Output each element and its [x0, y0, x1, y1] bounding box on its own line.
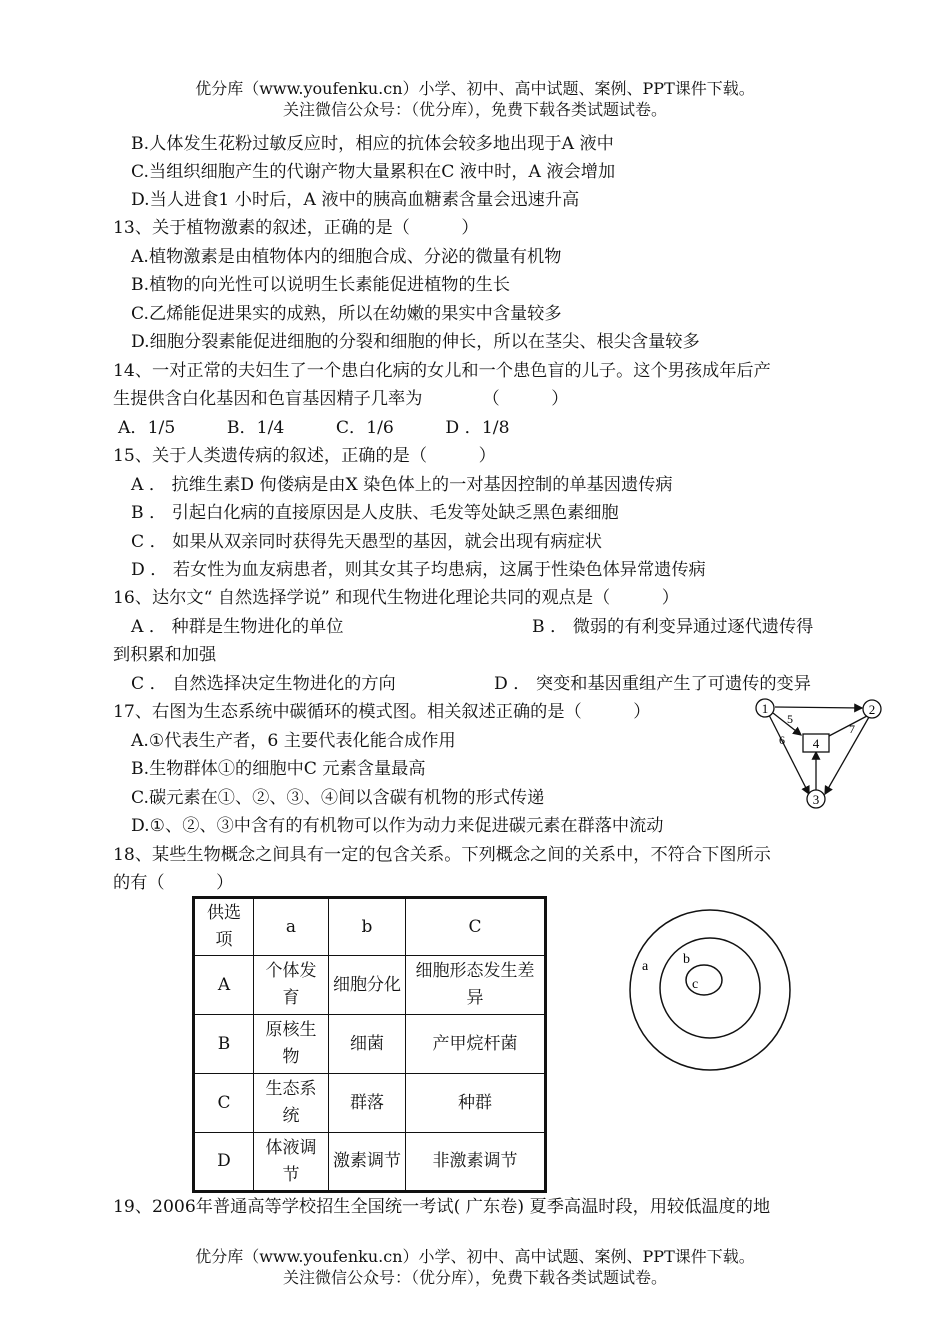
q14-stem-line2: 生提供含白化基因和色盲基因精子几率为 （ ）: [113, 389, 569, 409]
node-1-label: 1: [761, 701, 769, 716]
q13-option-d: D.细胞分裂素能促进细胞的分裂和细胞的伸长，所以在茎尖、根尖含量较多: [131, 332, 700, 352]
inclusion-circles-diagram: [620, 900, 800, 1080]
table-cell: A: [194, 956, 254, 1015]
circle-label-a: a: [642, 959, 649, 974]
q17-option-c: C.碳元素在①、②、③、④间以含碳有机物的形式传递: [131, 788, 545, 808]
header-line-1: 优分库（www.youfenku.cn）小学、初中、高中试题、案例、PPT课件下载。: [195, 79, 755, 98]
q18-stem-line2: 的有（ ）: [113, 873, 234, 893]
table-header-row: [194, 898, 546, 956]
table-cell: 细胞形态发生差异: [406, 956, 546, 1015]
circle-label-b: b: [683, 952, 690, 967]
table-header-cell: 供选项: [194, 898, 254, 956]
table-cell: 群落: [329, 1074, 406, 1133]
q13-option-b: B.植物的向光性可以说明生长素能促进植物的生长: [131, 275, 511, 295]
table-cell: D: [194, 1133, 254, 1192]
q12-option-d: D.当人进食1 小时后，A 液中的胰高血糖素含量会迅速升高: [131, 190, 580, 210]
q16-option-d: D ． 突变和基因重组产生了可遗传的变异: [494, 674, 811, 694]
q12-option-c: C.当组织细胞产生的代谢产物大量累积在C 液中时，A 液会增加: [131, 162, 616, 182]
table-cell: B: [194, 1015, 254, 1074]
circle-label-c: c: [692, 977, 699, 992]
q17-option-b: B.生物群体①的细胞中C 元素含量最高: [131, 759, 426, 779]
q15-option-b: B ． 引起白化病的直接原因是人皮肤、毛发等处缺乏黑色素细胞: [131, 503, 619, 523]
q19-stem: 19、2006年普通高等学校招生全国统一考试( 广东卷) 夏季高温时段，用较低温度的地: [113, 1197, 771, 1217]
table-cell: 非激素调节: [406, 1133, 546, 1192]
q14-options: A．1/5 B．1/4 C．1/6 D ．1/8: [118, 418, 510, 438]
footer-line-2: 关注微信公众号：（优分库），免费下载各类试题试卷。: [282, 1268, 667, 1287]
q13-stem: 13、关于植物激素的叙述，正确的是（ ）: [113, 218, 479, 238]
footer-line-1: 优分库（www.youfenku.cn）小学、初中、高中试题、案例、PPT课件下载。: [195, 1247, 755, 1266]
table-cell: 种群: [406, 1074, 546, 1133]
header-line-2: 关注微信公众号：（优分库），免费下载各类试题试卷。: [282, 100, 667, 119]
table-cell: 产甲烷杆菌: [406, 1015, 546, 1074]
q16-option-b: B ． 微弱的有利变异通过逐代遗传得: [532, 617, 814, 637]
page-header: [0, 78, 950, 120]
table-row: [194, 1015, 546, 1074]
arrow-6-label: 6: [779, 733, 785, 747]
page-footer: [0, 1246, 950, 1288]
arrow-7-label: 7: [849, 722, 855, 736]
node-4-label: 4: [812, 736, 820, 751]
table-cell: 细菌: [329, 1015, 406, 1074]
table-cell: 体液调节: [254, 1133, 329, 1192]
node-3-label: 3: [812, 792, 820, 807]
q17-option-d: D.①、②、③中含有的有机物可以作为动力来促进碳元素在群落中流动: [131, 816, 664, 836]
q16-option-a: A ． 种群是生物进化的单位: [131, 617, 344, 637]
table-cell: 细胞分化: [329, 956, 406, 1015]
q13-option-a: A.植物激素是由植物体内的细胞合成、分泌的微量有机物: [131, 247, 562, 267]
q15-option-a: A ． 抗维生素D 佝偻病是由X 染色体上的一对基因控制的单基因遗传病: [131, 475, 673, 495]
q16-stem: 16、达尔文“ 自然选择学说” 和现代生物进化理论共同的观点是（ ）: [113, 588, 679, 608]
q16-option-c: C ． 自然选择决定生物进化的方向: [131, 674, 396, 694]
table-cell: 激素调节: [329, 1133, 406, 1192]
q17-stem: 17、右图为生态系统中碳循环的模式图。相关叙述正确的是（ ）: [113, 702, 651, 722]
table-cell: 个体发育: [254, 956, 329, 1015]
q12-option-b: B.人体发生花粉过敏反应时，相应的抗体会较多地出现于A 液中: [131, 134, 614, 154]
table-cell: 原核生物: [254, 1015, 329, 1074]
table-header-cell: b: [329, 898, 406, 956]
node-2-label: 2: [868, 702, 876, 717]
q17-option-a: A.①代表生产者，6 主要代表化能合成作用: [131, 731, 456, 751]
q18-stem-line1: 18、某些生物概念之间具有一定的包含关系。下列概念之间的关系中，不符合下图所示: [113, 845, 771, 865]
q16-option-b-continued: 到积累和加强: [113, 645, 217, 665]
q13-option-c: C.乙烯能促进果实的成熟，所以在幼嫩的果实中含量较多: [131, 304, 562, 324]
table-header-cell: C: [406, 898, 546, 956]
q15-stem: 15、关于人类遗传病的叙述，正确的是（ ）: [113, 446, 496, 466]
table-cell: 生态系统: [254, 1074, 329, 1133]
table-row: [194, 1133, 546, 1192]
table-cell: C: [194, 1074, 254, 1133]
table-header-cell: a: [254, 898, 329, 956]
table-row: [194, 1074, 546, 1133]
q14-stem-line1: 14、一对正常的夫妇生了一个患白化病的女儿和一个患色盲的儿子。这个男孩成年后产: [113, 361, 771, 381]
q18-options-table: [192, 896, 547, 1193]
q15-option-c: C ． 如果从双亲同时获得先天愚型的基因，就会出现有病症状: [131, 532, 602, 552]
table-row: [194, 956, 546, 1015]
q15-option-d: D ． 若女性为血友病患者，则其女其子均患病，这属于性染色体异常遗传病: [131, 560, 706, 580]
arrow-5-label: 5: [787, 712, 793, 726]
carbon-cycle-diagram: [745, 692, 895, 812]
